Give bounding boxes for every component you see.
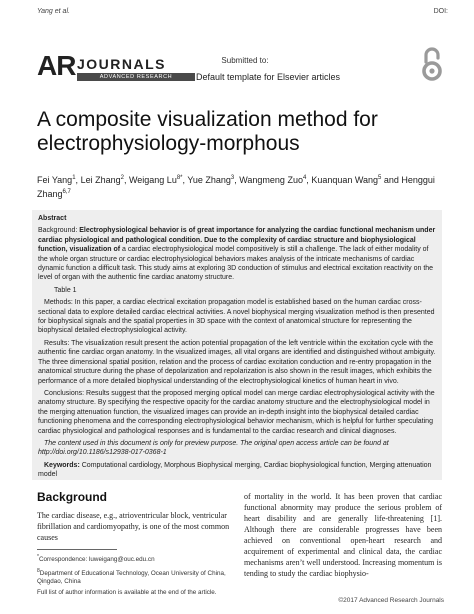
footnote-correspondence: *Correspondence: luweigang@ouc.edu.cn: [37, 554, 155, 564]
abstract-heading: Abstract: [38, 215, 67, 222]
author-name: Lei Zhang: [80, 175, 121, 185]
footnote-affiliation: $^8$Department of Educational Technology, Ocean University of China, Qingdao, China: [37, 568, 226, 586]
right-column: [244, 491, 442, 579]
table-reference: Table 1: [54, 286, 77, 294]
running-head: [37, 8, 448, 20]
background-text: a cardiac electrophysiological model compositively is still a challenge. The lack of either modality of the whole organ structure or cardiac electrophysiological behaviors makes analysis of the intricate mechanisms of cardiac dynamic function a difficult task. This study aims at exploring 3D conduction of stimulus and electrical excitation reactivity on the level of organ with the authentic fine cardiac anatomy structure.: [38, 246, 434, 282]
author-list: Fei Yang$^1$, Lei Zhang$^2$, Weigang $Lu^{8*}$, Yue Zhang$^3$, Wangmeng Zuo$^4$, Kuanquan Wang$^5$ and Henggui Zhang$^{6,7}$: [37, 175, 435, 199]
author-name: Kuanquan Wang: [311, 175, 379, 185]
logo-wordmark: JOURNALS: [77, 56, 167, 72]
logo-mark: AR: [37, 50, 76, 81]
background-label: Background:: [38, 227, 78, 235]
author-affiliation-marker: 5: [378, 175, 382, 181]
left-column: [37, 490, 237, 597]
background-paragraph-right: of mortality in the world. It has been proven that cardiac functional abnormity may produce the serious problem of heart disability and are generally life-threatening [1]. Although there are considerable progresses have been achieved on conventional open-heart research and acquirement of experimental and clinical data, the cardiac mechanisms aren’t well understood. Increasing momentum is tending to study the cardiac biophysio-: [244, 492, 442, 578]
author-affiliation-marker: 1: [72, 175, 76, 181]
submitted-to-label: Submitted to:: [221, 56, 269, 65]
author-name: Yue Zhang: [187, 175, 231, 185]
author-affiliation-marker: 2: [120, 175, 124, 181]
keywords-text: Computational cardiology, Morphous Biophysical merging, Cardiac biophysiological function, Merging attenuation model: [38, 461, 432, 479]
abstract-methods: Methods: In this paper, a cardiac electrical excitation propagation model is established based on the human cardiac cross-sectional data to explore detailed cardiac electrical activities. A novel biophysical merging visualization method is then presented for biophysical signals and the spatial properties in 3D space with the context of anatomical structure for representing the biophysical detailed electrophysiological activity.: [38, 299, 435, 335]
author-affiliation-marker: 8*: [176, 175, 183, 181]
author-name: Henggui Zhang: [37, 175, 435, 199]
running-head-authors: Yang et al.: [37, 8, 70, 15]
abstract-box: [32, 210, 442, 480]
abstract-background: [38, 226, 436, 282]
background-bold-text: Electrophysiological behavior is of great importance for analyzing the cardiac functional mechanism under cardiac physiological and pathological condition. Due to the complexity of cardiac structure and biophysiological function, visualization of: [38, 227, 436, 254]
keywords-label: Keywords:: [44, 461, 80, 469]
footnote-full-list: Full list of author information is available at the end of the article.: [37, 589, 217, 597]
footnote-divider: [37, 549, 117, 550]
running-head-doi: DOI:: [433, 8, 448, 15]
copyright-notice: ©2017 Advanced Research Journals: [338, 597, 444, 604]
background-paragraph-left: The cardiac disease, e.g., atrioventricular block, ventricular fibrillation and cardiomyopathy, is one of the most common causes: [37, 511, 230, 542]
logo-tagline: ADVANCED RESEARCH: [77, 73, 195, 81]
abstract-conclusions: Conclusions: Results suggest that the proposed merging optical model can merge cardiac electrophysiological activity with the anatomy structure. By specifying the respective opacity for the cardiac anatomy structure and the electrophysiological model in the merging attenuation function, the visualized images can provide an in-depth insight into the biophysical detailed cardiac functioning phenomena and the corresponding electrophysiological behavior mechanism, which is helpful for further speculating cardiac physiological and pathological responses and is fundamental to the cardiac research and clinical diagnoses.: [38, 389, 435, 435]
section-heading-background: Background: [37, 490, 108, 504]
author-name: Fei Yang: [37, 175, 73, 185]
author-affiliation-marker: 3: [230, 175, 235, 181]
template-label: Default template for Elsevier articles: [196, 72, 341, 82]
journal-logo: [37, 50, 173, 90]
keywords: [38, 461, 436, 480]
author-affiliation-marker: 6,7: [62, 189, 71, 195]
author-name: Weigang Lu: [128, 175, 177, 185]
content-note: The content used in this document is only for preview purpose. The original open access article can be found at http://doi.org/10.1186/s12938-017-0368-1: [38, 439, 389, 457]
author-name: Wangmeng Zuo: [239, 175, 303, 185]
abstract-results: Results: The visualization result present the action potential propagation of the left ventricle within the excitation cycle with the authentic fine cardiac organ anatomy. In the visualized images, all vital organs are identified and distinguished without ambiguity. The three dimensional spatial position, relation and the process of cardiac excitation conduction and re-entry propagation in the anatomical structure during the phase of depolarization and repolarization is also shown in the result images, which exhibits the performance of a more detailed biophysical understanding of the electrophysiological kinetics of human heart in vivo.: [38, 339, 436, 385]
open-access-icon: [421, 46, 443, 82]
author-affiliation-marker: 4: [302, 175, 307, 181]
article-title: A composite visualization method for electrophysiology-morphous: [37, 108, 378, 155]
